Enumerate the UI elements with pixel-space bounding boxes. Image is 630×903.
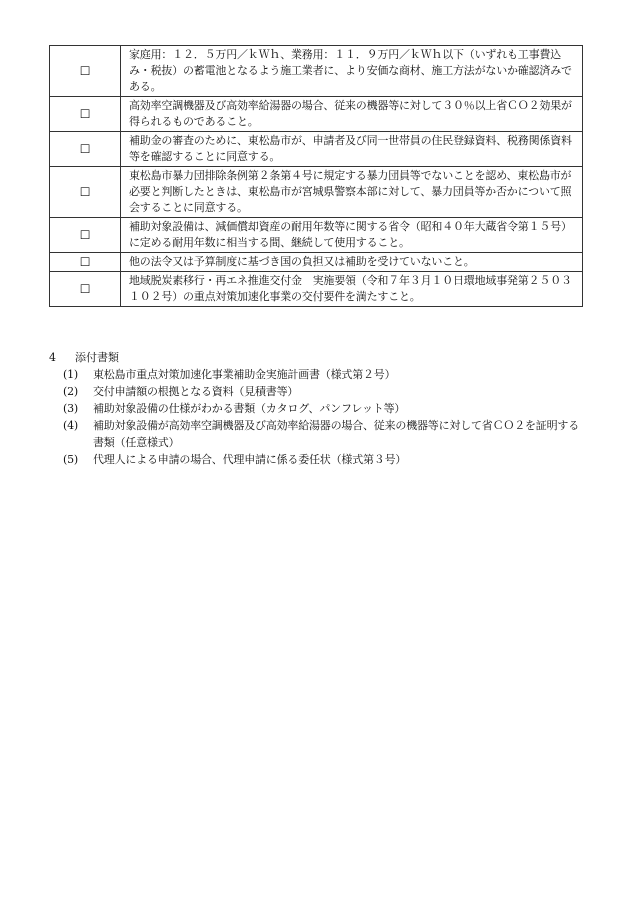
list-item (49, 383, 589, 400)
condition-text: 地域脱炭素移行・再エネ推進交付金 実施要領（令和７年３月１０日環地域事発第２５０３１０２号）の重点対策加速化事業の交付要件を満たすこと。 (121, 272, 583, 307)
condition-text: 高効率空調機器及び高効率給湯器の場合、従来の機器等に対して３０％以上省ＣＯ２効果が得られるものであること。 (121, 97, 583, 132)
list-item (49, 451, 589, 468)
item-number: (5) (63, 453, 78, 466)
table-row (50, 167, 583, 218)
list-item (49, 366, 589, 383)
item-number: (3) (63, 402, 78, 415)
checklist-table (49, 45, 583, 307)
table-row (50, 46, 583, 97)
item-text: 補助対象設備の仕様がわかる書類（カタログ、パンフレット等） (93, 402, 406, 415)
condition-text: 東松島市暴力団排除条例第２条第４号に規定する暴力団員等でないことを認め、東松島市が必要と判断したときは、東松島市が宮城県警察本部に対して、暴力団員等か否かについて照会することに同意する。 (121, 167, 583, 218)
condition-text: 補助対象設備は、減価償却資産の耐用年数等に関する省令（昭和４０年大蔵省令第１５号）に定める耐用年数に相当する間、継続して使用すること。 (121, 218, 583, 253)
list-item (49, 400, 589, 417)
table-row (50, 132, 583, 167)
item-number: (2) (63, 385, 78, 398)
checkbox[interactable]: ☐ (50, 97, 121, 132)
item-text: 東松島市重点対策加速化事業補助金実施計画書（様式第２号） (93, 368, 396, 381)
checkbox[interactable]: ☐ (50, 253, 121, 272)
checkbox[interactable]: ☐ (50, 272, 121, 307)
item-text: 代理人による申請の場合、代理申請に係る委任状（様式第３号） (93, 453, 407, 466)
section-title: 添付書類 (75, 351, 119, 364)
table-row (50, 218, 583, 253)
item-number: (4) (63, 419, 78, 432)
condition-text: 他の法令又は予算制度に基づき国の負担又は補助を受けていないこと。 (121, 253, 583, 272)
checkbox[interactable]: ☐ (50, 132, 121, 167)
item-number: (1) (63, 368, 78, 381)
table-row (50, 272, 583, 307)
table-row (50, 253, 583, 272)
checkbox[interactable]: ☐ (50, 167, 121, 218)
condition-text: 補助金の審査のために、東松島市が、申請者及び同一世帯員の住民登録資料、税務関係資料等を確認することに同意する。 (121, 132, 583, 167)
item-text: 交付申請額の根拠となる資料（見積書等） (93, 385, 299, 398)
condition-text: 家庭用：１２．５万円／ｋＷｈ、業務用：１１．９万円／ｋＷｈ以下（いずれも工事費込み・税抜）の蓄電池となるよう施工業者に、より安価な商材、施工方法がないか確認済みである。 (121, 46, 583, 97)
attachments-section (49, 349, 589, 468)
item-text: 補助対象設備が高効率空調機器及び高効率給湯器の場合、従来の機器等に対して省ＣＯ２を証明する書類（任意様式） (93, 419, 579, 449)
list-item (49, 417, 589, 451)
checkbox[interactable]: ☐ (50, 46, 121, 97)
section-number: 4 (49, 351, 56, 364)
table-row (50, 97, 583, 132)
section-heading (49, 349, 589, 366)
checkbox[interactable]: ☐ (50, 218, 121, 253)
